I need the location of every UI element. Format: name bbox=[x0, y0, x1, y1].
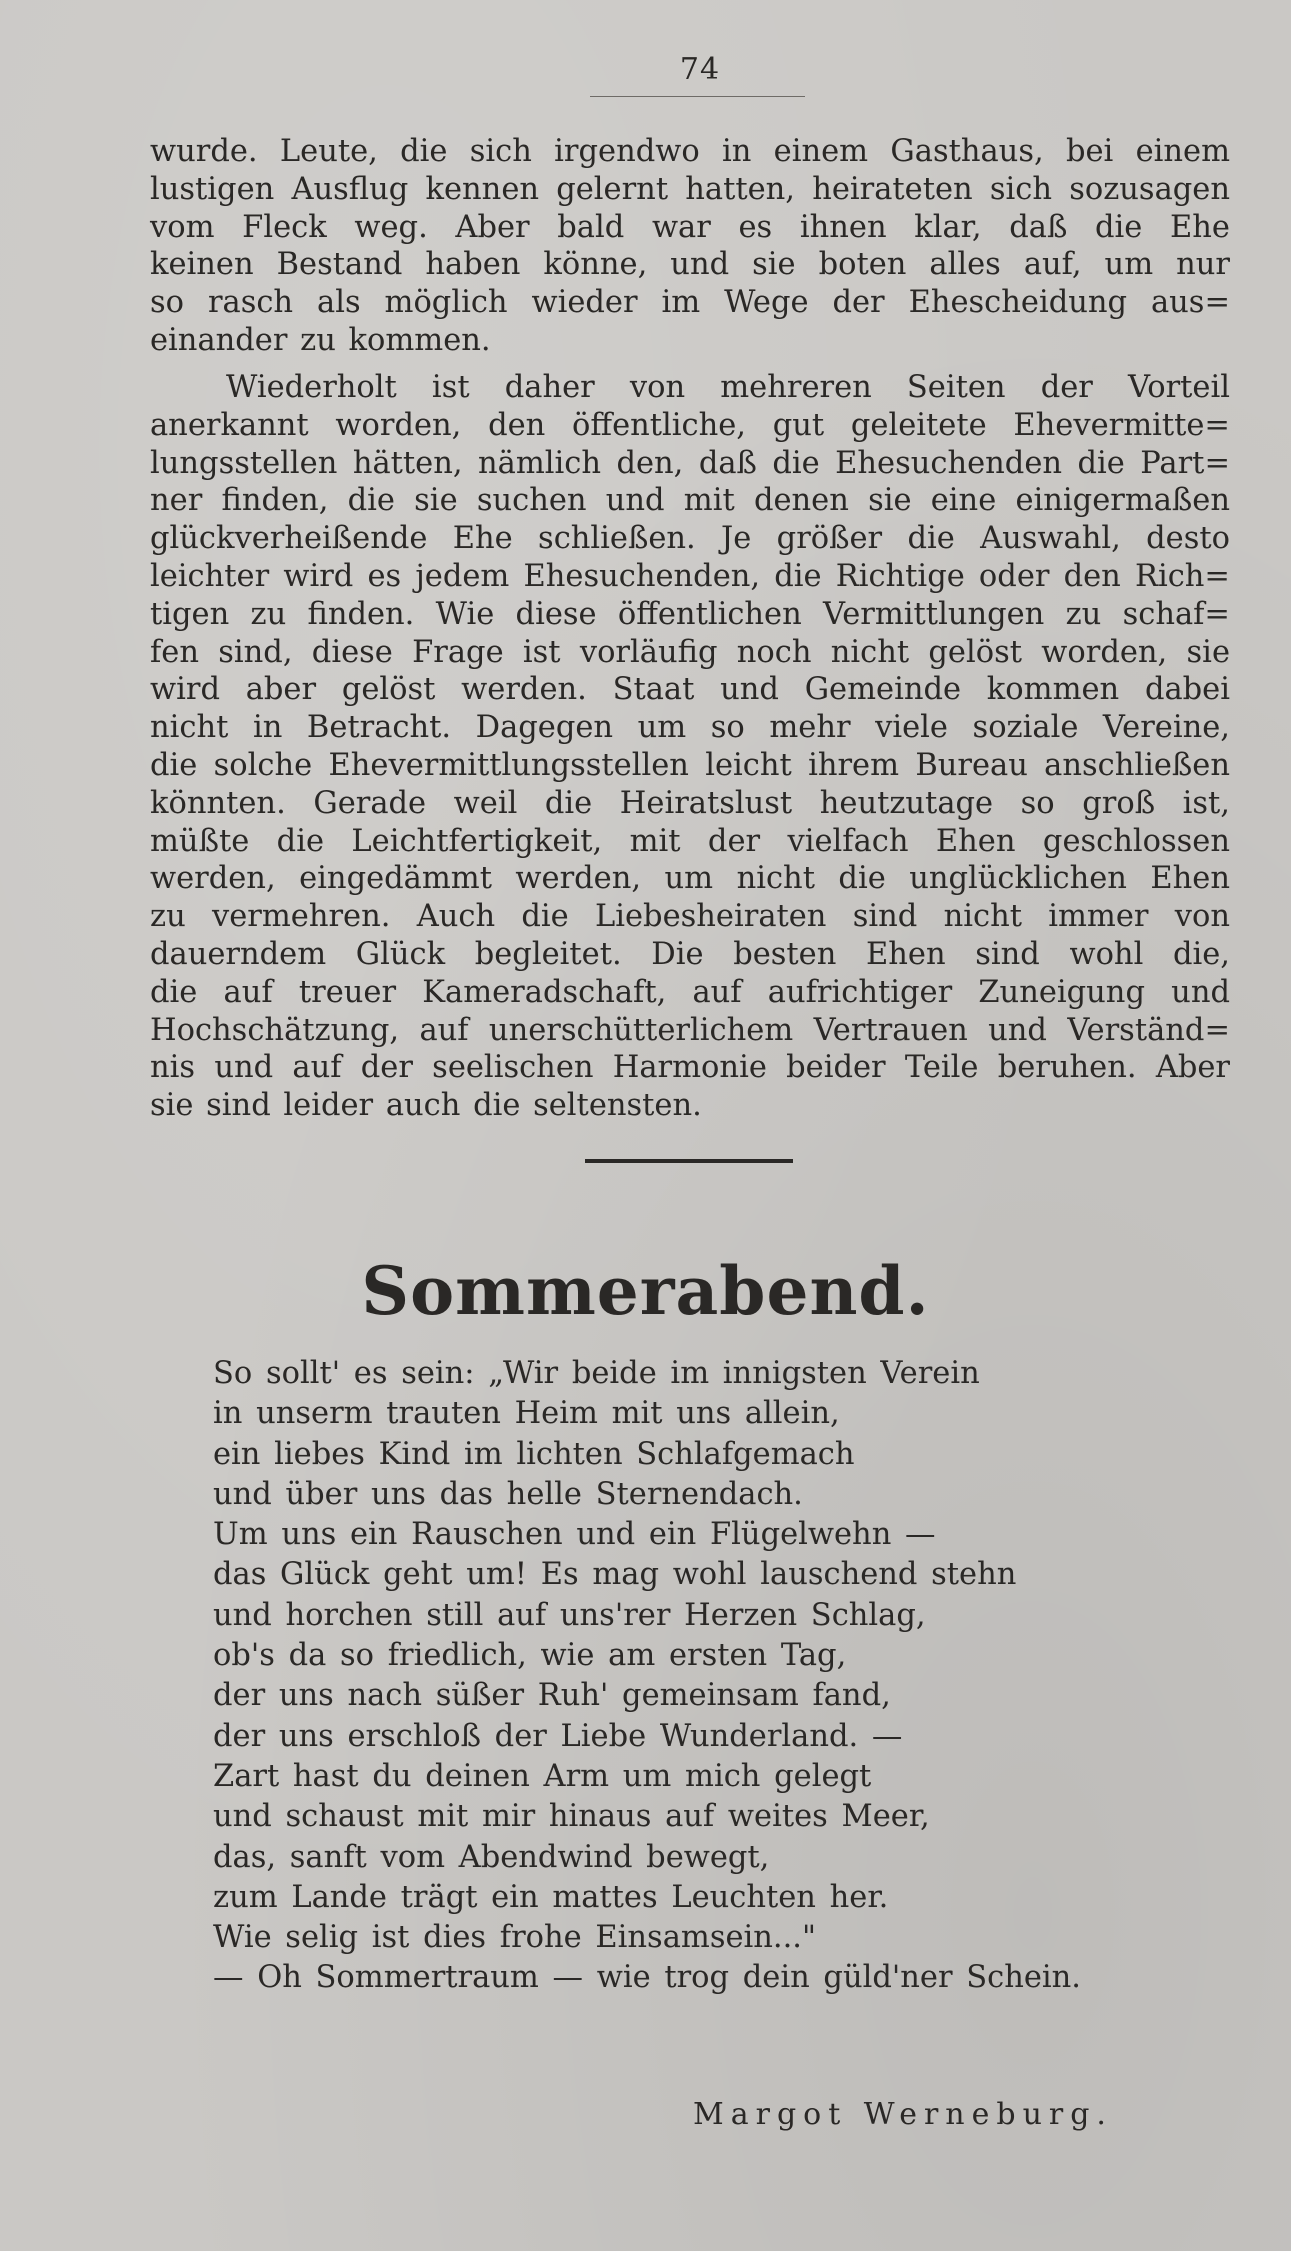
poem-line: das, sanft vom Abendwind bewegt, bbox=[213, 1839, 770, 1875]
text-line: tigen zu finden. Wie diese öffentlichen Vermittlungen zu schaf= bbox=[150, 596, 1230, 632]
poem-line: der uns erschloß der Liebe Wunderland. — bbox=[213, 1718, 903, 1754]
section-divider bbox=[585, 1159, 793, 1163]
header-rule bbox=[590, 96, 805, 97]
text-line: vom Fleck weg. Aber bald war es ihnen klar, daß die Ehe bbox=[150, 209, 1230, 245]
text-line: keinen Bestand haben könne, und sie boten alles auf, um nur bbox=[150, 247, 1230, 283]
poem-author: Margot Werneburg. bbox=[693, 2097, 1113, 2132]
poem-line: — Oh Sommertraum — wie trog dein güld'ner Schein. bbox=[213, 1960, 1081, 1996]
text-line: glückverheißende Ehe schließen. Je größer die Auswahl, desto bbox=[150, 521, 1230, 557]
text-line: die solche Ehevermittlungsstellen leicht ihrem Bureau anschließen bbox=[150, 747, 1230, 783]
poem-line: So sollt' es sein: „Wir beide im innigsten Verein bbox=[213, 1356, 980, 1391]
text-line: anerkannt worden, den öffentliche, gut geleitete Ehevermitte= bbox=[150, 407, 1230, 443]
text-line: wurde. Leute, die sich irgendwo in einem Gasthaus, bei einem bbox=[150, 134, 1230, 169]
poem-line: und horchen still auf uns'rer Herzen Schlag, bbox=[213, 1597, 926, 1633]
text-line: sie sind leider auch die seltensten. bbox=[150, 1088, 702, 1124]
text-line: lungsstellen hätten, nämlich den, daß die Ehesuchenden die Part= bbox=[150, 445, 1230, 481]
poem-line: zum Lande trägt ein mattes Leuchten her. bbox=[213, 1879, 889, 1915]
text-line: werden, eingedämmt werden, um nicht die unglücklichen Ehen bbox=[150, 861, 1230, 897]
text-line: Hochschätzung, auf unerschütterlichem Vertrauen und Verständ= bbox=[150, 1012, 1230, 1048]
text-line: lustigen Ausflug kennen gelernt hatten, heirateten sich sozusagen bbox=[150, 171, 1230, 207]
poem-line: ein liebes Kind im lichten Schlafgemach bbox=[213, 1436, 855, 1472]
article-paragraph-2 bbox=[150, 369, 1230, 1125]
poem-line: das Glück geht um! Es mag wohl lauschend stehn bbox=[213, 1557, 1017, 1593]
text-line: ner finden, die sie suchen und mit denen sie eine einigermaßen bbox=[150, 483, 1230, 519]
poem-line: Um uns ein Rauschen und ein Flügelwehn — bbox=[213, 1517, 936, 1553]
text-line: dauerndem Glück begleitet. Die besten Ehen sind wohl die, bbox=[150, 936, 1230, 972]
poem-line: Wie selig ist dies frohe Einsamsein..." bbox=[213, 1920, 817, 1956]
text-line: zu vermehren. Auch die Liebesheiraten sind nicht immer von bbox=[150, 899, 1230, 935]
text-line: könnten. Gerade weil die Heiratslust heutzutage so groß ist, bbox=[150, 785, 1230, 821]
text-line: einander zu kommen. bbox=[150, 322, 491, 358]
poem-line: Zart hast du deinen Arm um mich gelegt bbox=[213, 1758, 872, 1794]
text-line: müßte die Leichtfertigkeit, mit der vielfach Ehen geschlossen bbox=[150, 823, 1230, 859]
text-line: so rasch als möglich wieder im Wege der Ehescheidung aus= bbox=[150, 285, 1230, 321]
poem-line: der uns nach süßer Ruh' gemeinsam fand, bbox=[213, 1678, 891, 1714]
article-paragraph-1 bbox=[150, 133, 1230, 360]
text-line: Wiederholt ist daher von mehreren Seiten der Vorteil bbox=[226, 370, 1230, 405]
poem-body bbox=[213, 1354, 1213, 1999]
poem-line: ob's da so friedlich, wie am ersten Tag, bbox=[213, 1638, 847, 1674]
text-line: die auf treuer Kameradschaft, auf aufrichtiger Zuneigung und bbox=[150, 974, 1230, 1010]
text-line: nicht in Betracht. Dagegen um so mehr viele soziale Vereine, bbox=[150, 710, 1230, 746]
text-line: fen sind, diese Frage ist vorläufig noch nicht gelöst worden, sie bbox=[150, 634, 1230, 670]
poem-line: und über uns das helle Sternendach. bbox=[213, 1476, 803, 1512]
poem-line: in unserm trauten Heim mit uns allein, bbox=[213, 1396, 840, 1432]
poem-line: und schaust mit mir hinaus auf weites Meer, bbox=[213, 1799, 930, 1835]
poem-title: Sommerabend. bbox=[361, 1252, 930, 1330]
text-line: nis und auf der seelischen Harmonie beider Teile beruhen. Aber bbox=[150, 1050, 1230, 1086]
text-line: wird aber gelöst werden. Staat und Gemeinde kommen dabei bbox=[150, 672, 1230, 708]
page-number: 74 bbox=[679, 52, 721, 87]
text-line: leichter wird es jedem Ehesuchenden, die Richtige oder den Rich= bbox=[150, 558, 1230, 594]
